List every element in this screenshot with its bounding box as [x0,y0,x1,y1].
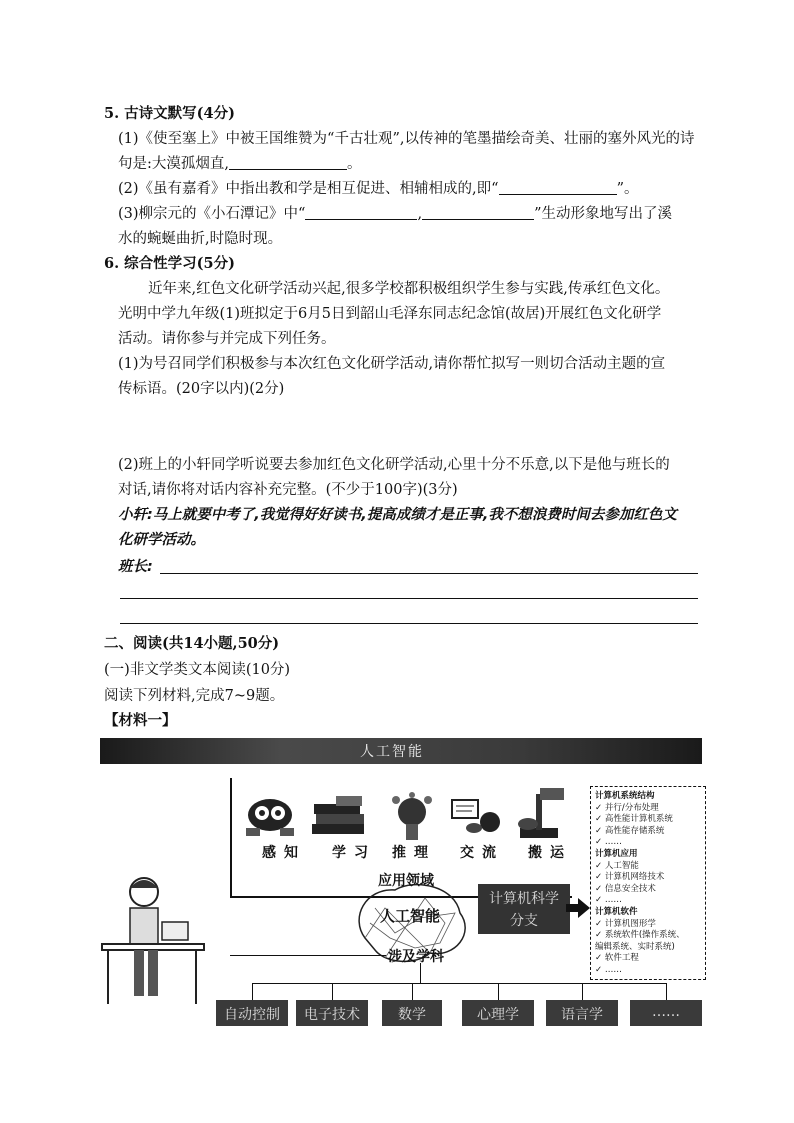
cs-branch-box [478,884,570,934]
q6-task2-line1: (2)班上的小轩同学听说要去参加红色文化研学活动,心里十分不乐意,以下是他与班长的 [118,457,670,473]
monitor-label: 班长: [118,559,153,575]
tree-leg-4 [498,983,499,1000]
cs-field-item: ✓ …… [595,965,622,975]
q5-part3-prompt: (3)柳宗元的《小石潭记》中“ [118,206,306,222]
books-icon [308,794,370,840]
cs-field-item: 编辑系统、实时系统) [595,941,675,952]
q6-task2-line2: 对话,请你将对话内容补充完整。(不少于100字)(3分) [118,482,458,498]
q6-task1-line1: (1)为号召同学们积极参与本次红色文化研学活动,请你帮忙拟写一则切合活动主题的宣 [118,356,666,372]
subject-math [382,1000,442,1026]
q6-intro-line1: 近年来,红色文化研学活动兴起,很多学校都积极组织学生参与实践,传承红色文化。 [148,281,670,297]
cs-field-item: ✓ …… [595,895,622,906]
subject-psychology [462,1000,534,1026]
robot-arm-icon [512,784,570,842]
diagram-banner-text: 人工智能 [360,744,424,760]
tree-branch-bar [252,983,666,984]
cs-field-item: ✓ 系统软件(操作系统、 [595,930,685,941]
cs-field-item: ✓ 信息安全技术 [595,883,656,894]
ai-core-label: 人工智能 [380,907,441,925]
cs-category-heading: 计算机应用 [595,849,638,859]
subject-label: 电子技术 [304,1007,360,1023]
answer-line-2[interactable] [120,598,698,599]
q5-blank-1[interactable] [229,155,347,170]
q5-part3-rest: ”生动形象地写出了溪 [534,206,672,222]
capability-perception: 感知 [262,845,306,861]
q6-task1-line2: 传标语。(20字以内)(2分) [118,381,285,397]
q5-title: 5. 古诗文默写(4分) [104,105,235,122]
q6-intro-line3: 活动。请你参与并完成下列任务。 [118,331,336,347]
reasoning-head-icon [386,792,438,842]
q5-part2-prompt: (2)《虽有嘉肴》中指出教和学是相互促进、相辅相成的,即“ [118,181,499,197]
section2-subtitle: (一)非文学类文本阅读(10分) [104,662,291,678]
q5-part1-line2 [118,154,362,174]
diagram-banner [100,738,702,764]
q5-part1-line1: (1)《使至塞上》中被王国维赞为“千古壮观”,以传神的笔墨描绘奇美、壮丽的塞外风光的诗 [118,131,695,147]
cs-field-item: ✓ 软件工程 [595,953,639,964]
cs-field-item: ✓ 计算机网络技术 [595,872,665,883]
arrow-right-icon [566,898,590,918]
q5-blank-3[interactable] [305,205,417,220]
apply-field-label: 应用领域 [378,873,434,889]
q5-part2 [118,179,638,199]
tree-leg-2 [332,983,333,1000]
cs-branch-label: 计算机科学 [489,891,559,907]
section2-instruction: 阅读下列材料,完成7~9题。 [104,688,285,704]
q5-part1-end: 。 [347,156,362,172]
perception-robot-icon [240,790,300,840]
tree-leg-3 [412,983,413,1000]
answer-line-1[interactable] [160,573,698,574]
capability-communication: 交流 [460,845,504,861]
q5-part3-line2: 水的蜿蜒曲折,时隐时现。 [118,231,283,247]
capability-reasoning: 推理 [392,845,436,861]
cs-field-item: ✓ 并行/分布处理 [595,802,659,813]
communication-icon [450,794,506,840]
tree-stem [420,963,421,983]
capability-transport: 搬运 [528,845,572,861]
student-at-desk-illustration [100,866,206,1006]
q5-blank-4[interactable] [422,205,534,220]
xiaoxuan-dialogue-line2: 化研学活动。 [118,532,205,548]
subject-automatic-control [216,1000,288,1026]
answer-line-3[interactable] [120,623,698,624]
subject-label: 数学 [398,1007,426,1023]
cs-field-item: ✓ 人工智能 [595,860,639,871]
cs-field-item: ✓ …… [595,837,622,848]
desk-connector-line [230,955,386,956]
involved-subjects-label: 涉及学科 [388,949,444,965]
tree-leg-1 [252,983,253,1000]
section2-title: 二、阅读(共14小题,50分) [104,635,280,652]
cs-category-heading: 计算机系统结构 [595,791,655,801]
material-one-label: 【材料一】 [104,712,177,729]
subject-label: 心理学 [477,1007,519,1023]
cs-branch-sublabel: 分支 [510,913,538,929]
tree-leg-6 [666,983,667,1000]
xiaoxuan-dialogue-line1: 小轩:马上就要中考了,我觉得好好读书,提高成绩才是正事,我不想浪费时间去参加红色文 [118,507,677,523]
tree-leg-5 [582,983,583,1000]
q5-part3-line1 [118,204,672,224]
subject-linguistics [546,1000,618,1026]
cs-category-heading: 计算机软件 [595,907,638,917]
subject-electronics [296,1000,368,1026]
capability-learning: 学习 [332,845,376,861]
q5-part2-end: ”。 [616,181,639,197]
q5-blank-2[interactable] [499,180,617,195]
subject-more [630,1000,702,1026]
subject-label: …… [652,1004,680,1020]
q5-part3-comma: , [417,206,423,222]
cs-field-item: ✓ 高性能存储系统 [595,825,665,836]
q6-intro-line2: 光明中学九年级(1)班拟定于6月5日到韶山毛泽东同志纪念馆(故居)开展红色文化研学 [118,306,662,322]
q6-title: 6. 综合性学习(5分) [104,255,235,272]
cs-fields-list [590,786,706,980]
subject-label: 语言学 [561,1007,603,1023]
subject-label: 自动控制 [224,1007,280,1023]
cs-field-item: ✓ 计算机图形学 [595,918,656,929]
ai-diagram [100,738,702,1033]
q5-part1-prompt: 句是:大漠孤烟直, [118,156,229,172]
cs-field-item: ✓ 高性能计算机系统 [595,814,673,825]
